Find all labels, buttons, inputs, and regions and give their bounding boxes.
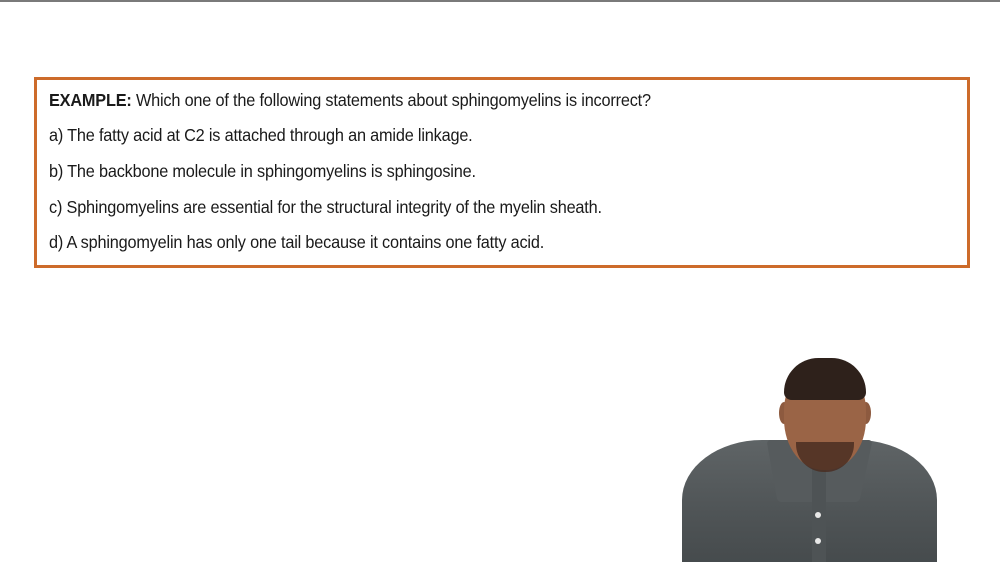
option-d: d) A sphingomyelin has only one tail because it contains one fatty acid. (49, 232, 545, 252)
presenter-placket (812, 460, 826, 562)
presenter-hair (784, 358, 866, 400)
question-line (49, 90, 651, 111)
option-b: b) The backbone molecule in sphingomyelins is sphingosine. (49, 161, 476, 181)
presenter-video (680, 350, 940, 562)
shirt-button-icon (815, 538, 821, 544)
option-a: a) The fatty acid at C2 is attached through an amide linkage. (49, 125, 473, 145)
top-divider (0, 0, 1000, 2)
question-text: Which one of the following statements about sphingomyelins is incorrect? (131, 90, 651, 110)
example-question-box (34, 77, 970, 268)
shirt-button-icon (815, 512, 821, 518)
example-label: EXAMPLE: (49, 90, 132, 110)
option-c: c) Sphingomyelins are essential for the structural integrity of the myelin sheath. (49, 197, 602, 217)
